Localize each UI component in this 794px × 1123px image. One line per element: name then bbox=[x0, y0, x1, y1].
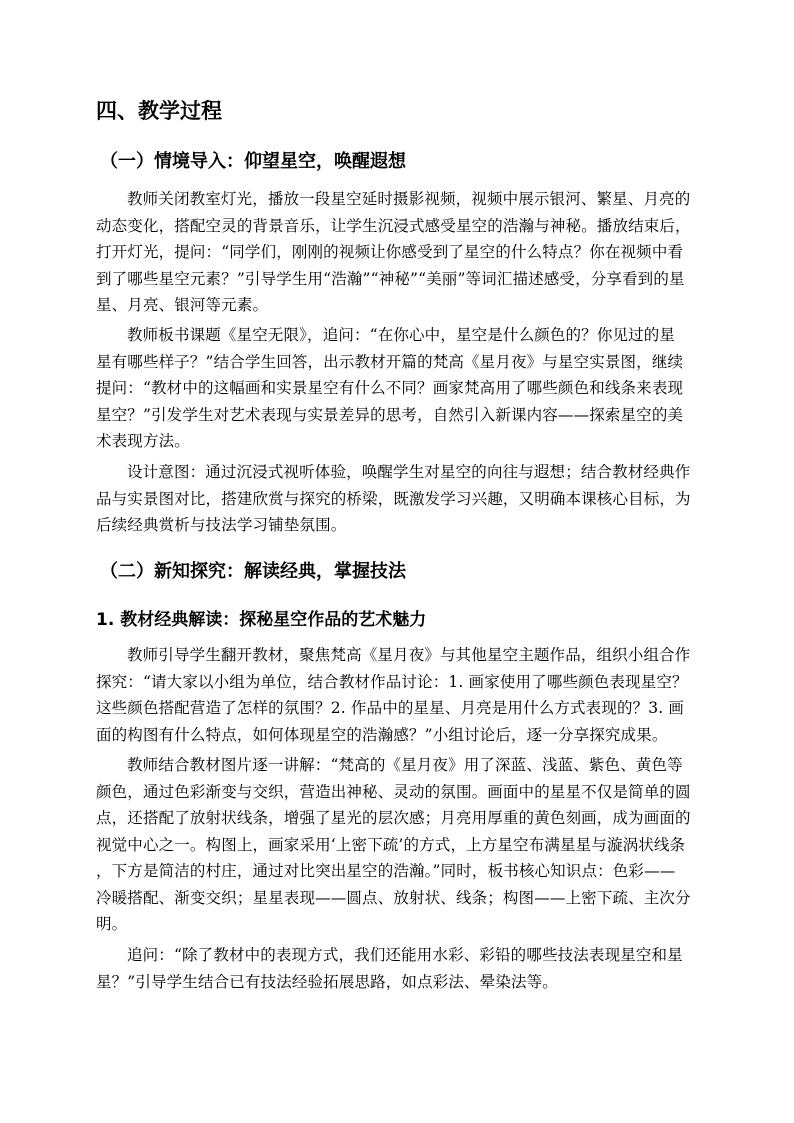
text-line: 教师板书课题《星空无限》，追问：“在你心中，星空是什么颜色的？你见过的星 bbox=[127, 326, 676, 344]
text-line: 动态变化，搭配空灵的背景音乐，让学生沉浸式感受星空的浩瀚与神秘。播放结束后， bbox=[96, 216, 691, 235]
text-line: 术表现方法。 bbox=[96, 432, 190, 450]
section1-paragraph-2 bbox=[96, 322, 698, 455]
text-line: 提问：“教材中的这幅画和实景星空有什么不同？画家梵高用了哪些颜色和线条来表现 bbox=[96, 379, 684, 397]
text-line: ，下方是简洁的村庄，通过对比突出星空的浩瀚。”同时，板书核心知识点：色彩—— bbox=[96, 862, 676, 880]
text-line: 追问：“除了教材中的表现方式，我们还能用水彩、彩铅的哪些技法表现星空和星 bbox=[127, 946, 683, 964]
section1-title: （一）情境导入：仰望星空，唤醒遐想 bbox=[100, 151, 406, 172]
section2-paragraph-1 bbox=[96, 642, 698, 748]
text-line: 教师引导学生翻开教材，聚焦梵高《星月夜》与其他星空主题作品，组织小组合作 bbox=[127, 646, 691, 664]
text-line: 点，还搭配了放射状线条，增强了星光的层次感；月亮用厚重的黄色刻画，成为画面的 bbox=[96, 809, 691, 827]
section1-paragraph-1 bbox=[96, 186, 698, 319]
text-line: 明。 bbox=[96, 915, 128, 933]
text-line: 品与实景图对比，搭建欣赏与探究的桥梁，既激发学习兴趣，又明确本课核心目标，为 bbox=[96, 489, 691, 508]
text-line: 星？”引导学生结合已有技法经验拓展思路，如点彩法、晕染法等。 bbox=[96, 972, 558, 991]
text-line: 这些颜色搭配营造了怎样的氛围？2. 作品中的星星、月亮是用什么方式表现的？3. 画 bbox=[96, 699, 685, 717]
text-line: 星空？”引发学生对艺术表现与实景差异的思考，自然引入新课内容——探索星空的美 bbox=[96, 405, 684, 424]
text-line: 星、月亮、银河等元素。 bbox=[96, 296, 269, 314]
text-line: 颜色，通过色彩渐变与交织，营造出神秘、灵动的氛围。画面中的星星不仅是简单的圆 bbox=[96, 782, 691, 801]
section2-subheading-1: 1. 教材经典解读：探秘星空作品的艺术魅力 bbox=[96, 610, 427, 630]
text-line: 教师关闭教室灯光，播放一段星空延时摄影视频，视频中展示银河、繁星、月亮的 bbox=[127, 190, 691, 208]
text-line: 星有哪些样子？”结合学生回答，出示教材开篇的梵高《星月夜》与星空实景图，继续 bbox=[96, 352, 684, 371]
section2-paragraph-3 bbox=[96, 942, 698, 995]
text-line: 设计意图：通过沉浸式视听体验，唤醒学生对星空的向往与遐想；结合教材经典作 bbox=[127, 463, 691, 481]
text-line: 探究：“请大家以小组为单位，结合教材作品讨论：1. 画家使用了哪些颜色表现星空？ bbox=[96, 672, 688, 691]
section1-design-intent bbox=[96, 459, 698, 539]
text-line: 面的构图有什么特点，如何体现星空的浩瀚感？”小组讨论后，逐一分享探究成果。 bbox=[96, 725, 668, 744]
text-line: 教师结合教材图片逐一讲解：“梵高的《星月夜》用了深蓝、浅蓝、紫色、黄色等 bbox=[127, 756, 683, 774]
text-line: 冷暖搭配、渐变交织；星星表现——圆点、放射状、线条；构图——上密下疏、主次分 bbox=[96, 888, 691, 907]
text-line: 视觉中心之一。构图上，画家采用‘上密下疏’的方式，上方星空布满星星与漩涡状线条 bbox=[96, 835, 686, 854]
text-line: 到了哪些星空元素？”引导学生用“浩瀚”“神秘”“美丽”等词汇描述感受，分享看到的星 bbox=[96, 269, 685, 288]
main-heading: 四、教学过程 bbox=[96, 99, 222, 123]
section2-title: （二）新知探究：解读经典，掌握技法 bbox=[100, 561, 406, 582]
section2-paragraph-2 bbox=[96, 752, 698, 938]
text-line: 后续经典赏析与技法学习铺垫氛围。 bbox=[96, 516, 347, 534]
text-line: 打开灯光，提问：“同学们，刚刚的视频让你感受到了星空的什么特点？你在视频中看 bbox=[96, 243, 684, 261]
